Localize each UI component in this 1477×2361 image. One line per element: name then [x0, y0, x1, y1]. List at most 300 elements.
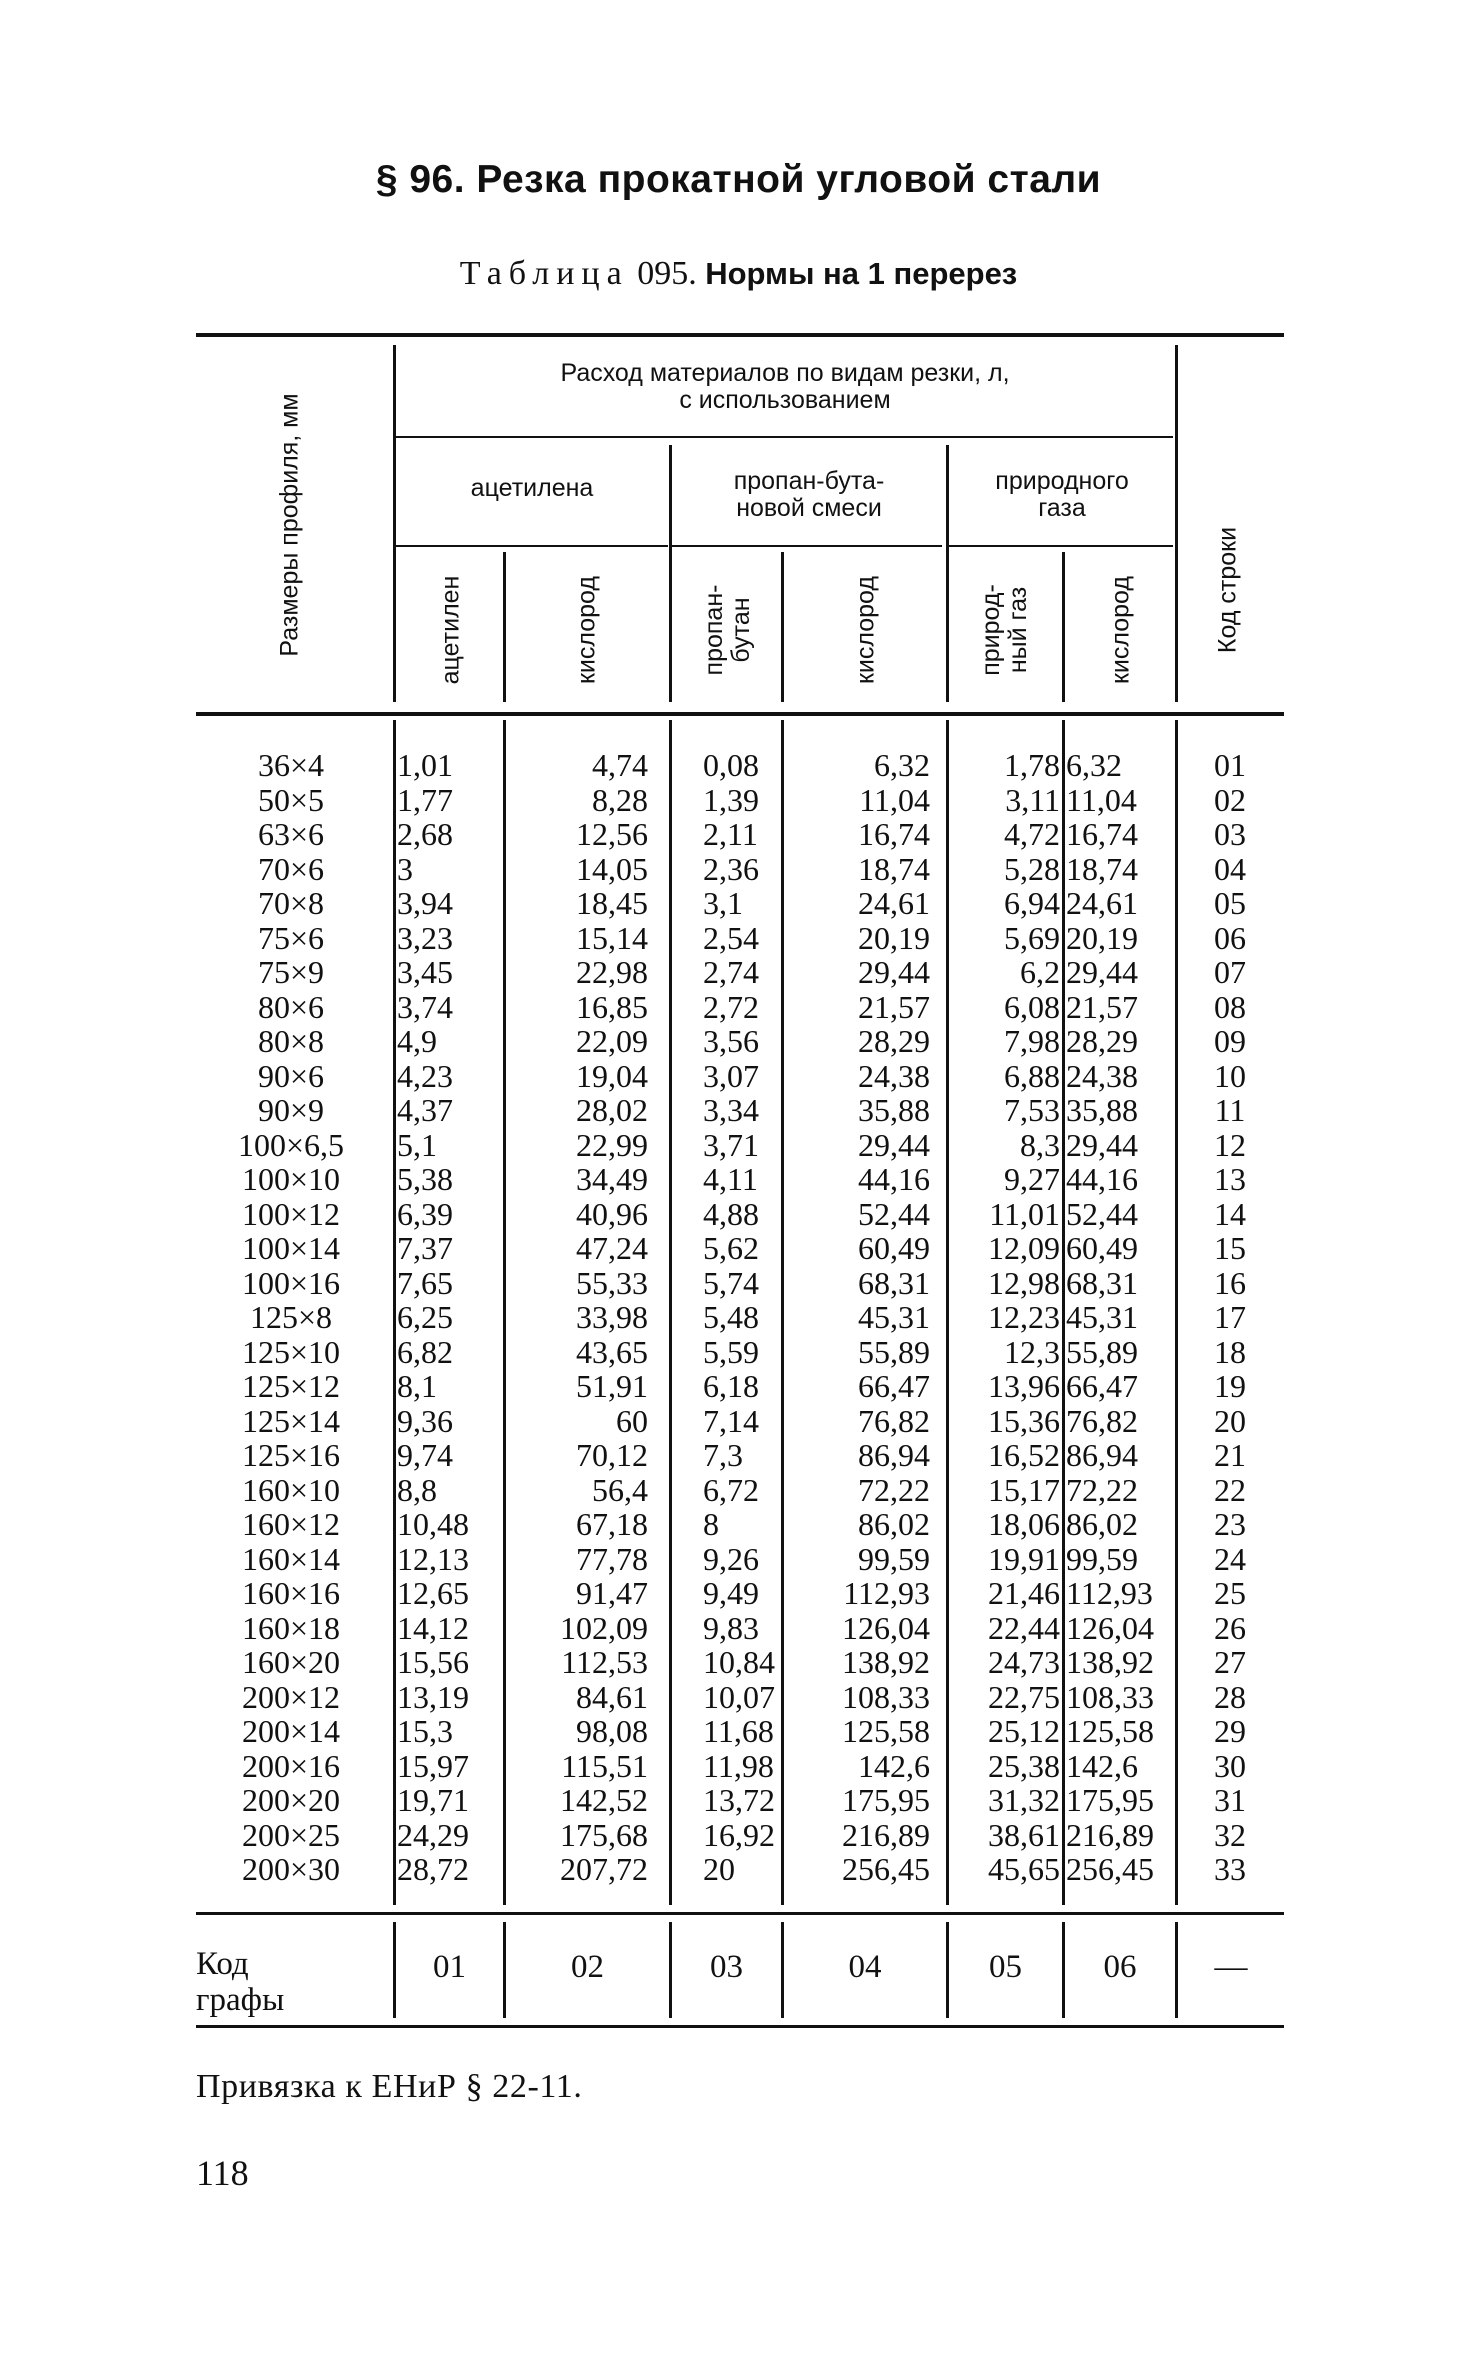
table-cell: 86,02	[1066, 1506, 1138, 1542]
table-cell: 38,61	[988, 1816, 1060, 1853]
table-cell: 28,72	[397, 1851, 469, 1887]
table-cell: 7,98	[1004, 1023, 1060, 1059]
table-cell: 86,02	[858, 1506, 930, 1542]
table-cell: 03	[1214, 816, 1246, 852]
table-cell: 7,3	[703, 1437, 743, 1473]
table-cell: 13,19	[397, 1678, 469, 1715]
col-divider-6	[1062, 552, 1065, 702]
table-cell: 2,68	[397, 816, 453, 852]
table-cell: 112,93	[1066, 1575, 1153, 1611]
table-cell: 55,89	[1066, 1333, 1138, 1370]
table-cell: 6,32	[1066, 747, 1122, 783]
table-cell: 6,82	[397, 1333, 453, 1370]
table-caption	[0, 255, 1477, 293]
table-cell: 70,12	[576, 1437, 648, 1473]
table-cell: 19	[1214, 1368, 1246, 1404]
table-cell: 12,98	[988, 1264, 1060, 1301]
table-cell: 90×6	[257, 1057, 325, 1094]
table-cell: 216,89	[842, 1816, 930, 1853]
table-cell: 16	[1214, 1264, 1246, 1301]
table-cell: 4,88	[703, 1195, 759, 1232]
table-cell: 24,61	[858, 885, 930, 921]
table-cell: 142,6	[858, 1747, 930, 1784]
table-cell: 33,98	[576, 1299, 648, 1335]
col-divider-7	[1175, 345, 1178, 702]
table-cell: 12,3	[1004, 1333, 1060, 1370]
table-cell: 200×25	[241, 1816, 341, 1853]
subheader-acetylene: ацетилен	[436, 575, 465, 685]
footer-code-04: 04	[848, 1949, 882, 1985]
table-cell: 70×6	[257, 850, 325, 887]
column-acetylene	[397, 748, 499, 1887]
table-cell: 142,52	[560, 1782, 648, 1818]
table-cell: 1,39	[703, 781, 759, 818]
table-cell: 6,94	[1004, 885, 1060, 921]
table-cell: 20,19	[858, 919, 930, 956]
table-cell: 160×10	[241, 1471, 341, 1508]
table-cell: 06	[1214, 919, 1246, 956]
table-cell: 47,24	[576, 1230, 648, 1266]
table-cell: 1,77	[397, 781, 453, 818]
table-cell: 14,12	[397, 1609, 469, 1646]
table-cell: 115,51	[561, 1747, 648, 1784]
table-cell: 72,22	[858, 1471, 930, 1508]
table-cell: 72,22	[1066, 1471, 1138, 1508]
table-cell: 68,31	[858, 1264, 930, 1301]
table-cell: 9,27	[1004, 1161, 1060, 1197]
table-cell: 3	[397, 850, 413, 887]
table-cell: 6,08	[1004, 988, 1060, 1025]
table-cell: 175,95	[842, 1782, 930, 1818]
table-cell: 75×9	[257, 954, 325, 990]
table-cell: 22,99	[576, 1126, 648, 1163]
table-caption-label: Таблица	[459, 255, 629, 292]
table-cell: 51,91	[576, 1368, 648, 1404]
table-cell: 11,98	[703, 1747, 774, 1784]
table-cell: 29,44	[858, 954, 930, 990]
table-cell: 11,68	[703, 1713, 774, 1749]
table-cell: 14,05	[576, 850, 648, 887]
table-cell: 10,84	[703, 1644, 775, 1680]
table-cell: 32	[1214, 1816, 1246, 1853]
table-cell: 35,88	[1066, 1092, 1138, 1128]
table-cell: 125,58	[842, 1713, 930, 1749]
column-size	[196, 748, 386, 1887]
table-cell: 17	[1214, 1299, 1246, 1335]
table-cell: 7,14	[703, 1402, 759, 1439]
table-cell: 9,36	[397, 1402, 453, 1439]
table-caption-number: 095.	[637, 255, 697, 292]
table-bottom-rule	[196, 2025, 1284, 2028]
table-cell: 5,62	[703, 1230, 759, 1266]
table-cell: 07	[1214, 954, 1246, 990]
table-cell: 6,25	[397, 1299, 453, 1335]
table-cell: 24,38	[858, 1057, 930, 1094]
table-cell: 125×16	[241, 1437, 341, 1473]
table-cell: 86,94	[1066, 1437, 1138, 1473]
table-cell: 20,19	[1066, 919, 1138, 956]
table-cell: 22	[1214, 1471, 1246, 1508]
header-row-code: Код строки	[1213, 526, 1242, 654]
reference-note: Привязка к ЕНиР § 22-11.	[196, 2068, 583, 2105]
table-cell: 15,17	[988, 1471, 1060, 1508]
table-cell: 6,18	[703, 1368, 759, 1404]
natural-header-rule	[949, 545, 1173, 547]
body-divider-3	[669, 720, 672, 1905]
table-cell: 19,04	[576, 1057, 648, 1094]
table-cell: 70×8	[257, 885, 325, 921]
table-cell: 22,44	[988, 1609, 1060, 1646]
table-caption-name: Нормы на 1 перерез	[705, 256, 1018, 291]
col-divider-4	[781, 552, 784, 702]
table-cell: 24,29	[397, 1816, 469, 1853]
table-cell: 3,34	[703, 1092, 759, 1128]
table-cell: 22,75	[988, 1678, 1060, 1715]
table-cell: 29,44	[1066, 1126, 1138, 1163]
table-cell: 12,65	[397, 1575, 469, 1611]
table-cell: 100×12	[241, 1195, 341, 1232]
table-cell: 28,02	[576, 1092, 648, 1128]
table-cell: 126,04	[842, 1609, 930, 1646]
table-cell: 4,37	[397, 1092, 453, 1128]
header-propane-line2: новой смеси	[736, 494, 882, 522]
table-cell: 60	[616, 1402, 648, 1439]
header-group-line2: с использованием	[679, 386, 891, 414]
table-cell: 22,09	[576, 1023, 648, 1059]
page-number: 118	[196, 2153, 249, 2193]
table-cell: 12	[1214, 1126, 1246, 1163]
table-cell: 31,32	[988, 1782, 1060, 1818]
table-cell: 45,31	[858, 1299, 930, 1335]
table-cell: 10,48	[397, 1506, 469, 1542]
table-cell: 22,98	[576, 954, 648, 990]
table-cell: 138,92	[1066, 1644, 1154, 1680]
header-group-line1: Расход материалов по видам резки, л,	[560, 359, 1010, 387]
table-cell: 5,69	[1004, 919, 1060, 956]
body-divider-6	[1062, 720, 1065, 1905]
table-cell: 8,3	[1020, 1126, 1060, 1163]
table-cell: 4,23	[397, 1057, 453, 1094]
table-cell: 5,74	[703, 1264, 759, 1301]
table-cell: 21,57	[1066, 988, 1138, 1025]
table-cell: 8,28	[592, 781, 648, 818]
table-cell: 35,88	[858, 1092, 930, 1128]
table-cell: 207,72	[560, 1851, 648, 1887]
table-cell: 200×20	[241, 1782, 341, 1818]
column-oxygen-natural	[1066, 748, 1174, 1887]
subheader-natural	[978, 584, 1032, 676]
table-cell: 29,44	[858, 1126, 930, 1163]
table-cell: 01	[1214, 747, 1246, 783]
table-cell: 200×30	[241, 1851, 341, 1887]
table-cell: 02	[1214, 781, 1246, 818]
header-natural-line1: природного	[995, 467, 1129, 495]
table-cell: 8,8	[397, 1471, 437, 1508]
table-cell: 63×6	[257, 816, 325, 852]
table-cell: 200×16	[241, 1747, 341, 1784]
table-cell: 36×4	[257, 747, 325, 783]
table-cell: 216,89	[1066, 1816, 1154, 1853]
acetylene-header-rule	[395, 545, 668, 547]
table-cell: 3,23	[397, 919, 453, 956]
table-cell: 8	[703, 1506, 719, 1542]
table-cell: 15	[1214, 1230, 1246, 1266]
table-cell: 5,48	[703, 1299, 759, 1335]
table-cell: 55,89	[858, 1333, 930, 1370]
table-cell: 7,65	[397, 1264, 453, 1301]
table-cell: 138,92	[842, 1644, 930, 1680]
table-cell: 44,16	[1066, 1161, 1138, 1197]
table-cell: 2,72	[703, 988, 759, 1025]
body-divider-7	[1175, 720, 1178, 1905]
table-cell: 4,9	[397, 1023, 437, 1059]
table-cell: 5,1	[397, 1126, 437, 1163]
table-cell: 20	[1214, 1402, 1246, 1439]
header-acetylene: ацетилена	[470, 474, 594, 502]
footer-code-03: 03	[710, 1949, 743, 1985]
table-cell: 125×8	[249, 1299, 333, 1335]
table-cell: 25,12	[988, 1713, 1060, 1749]
table-cell: 60,49	[858, 1230, 930, 1266]
table-cell: 16,74	[858, 816, 930, 852]
table-cell: 112,53	[561, 1644, 648, 1680]
table-cell: 23	[1214, 1506, 1246, 1542]
table-cell: 98,08	[576, 1713, 648, 1749]
table-cell: 2,54	[703, 919, 759, 956]
subheader-oxygen-1: кислород	[572, 575, 601, 685]
table-cell: 3,94	[397, 885, 453, 921]
table-cell: 160×12	[241, 1506, 341, 1542]
table-cell: 125×14	[241, 1402, 341, 1439]
table-cell: 13,96	[988, 1368, 1060, 1404]
table-cell: 24,73	[988, 1644, 1060, 1680]
footer-code-05: 05	[989, 1949, 1022, 1985]
table-cell: 5,28	[1004, 850, 1060, 887]
table-cell: 6,72	[703, 1471, 759, 1508]
table-cell: 108,33	[1066, 1678, 1154, 1715]
table-cell: 34,49	[576, 1161, 648, 1197]
table-body-bottom-rule	[196, 1912, 1284, 1915]
table-cell: 4,74	[592, 747, 648, 783]
table-cell: 28,29	[858, 1023, 930, 1059]
table-cell: 3,71	[703, 1126, 759, 1163]
table-cell: 60,49	[1066, 1230, 1138, 1266]
subheader-natural-line1: природ-	[977, 584, 1005, 676]
table-cell: 15,14	[576, 919, 648, 956]
table-cell: 7,53	[1004, 1092, 1060, 1128]
table-cell: 13,72	[703, 1782, 775, 1818]
table-cell: 18	[1214, 1333, 1246, 1370]
table-cell: 66,47	[858, 1368, 930, 1404]
table-cell: 52,44	[1066, 1195, 1138, 1232]
table-cell: 100×10	[241, 1161, 341, 1197]
table-cell: 68,31	[1066, 1264, 1138, 1301]
table-cell: 160×20	[241, 1644, 341, 1680]
footer-label	[196, 1946, 356, 2018]
table-cell: 2,36	[703, 850, 759, 887]
section-title: § 96. Резка прокатной угловой стали	[375, 158, 1102, 201]
header-natural-line2: газа	[1038, 494, 1086, 522]
table-cell: 99,59	[858, 1540, 930, 1577]
subheader-natural-line2: ный газ	[1004, 586, 1032, 674]
table-cell: 18,74	[1066, 850, 1138, 887]
table-cell: 29,44	[1066, 954, 1138, 990]
table-cell: 05	[1214, 885, 1246, 921]
table-cell: 160×16	[241, 1575, 341, 1611]
table-cell: 10,07	[703, 1678, 775, 1715]
table-cell: 13	[1214, 1161, 1246, 1197]
table-cell: 200×14	[241, 1713, 341, 1749]
footer-code-02: 02	[571, 1949, 604, 1985]
column-row-code	[1182, 748, 1278, 1887]
footer-label-line1: Код	[196, 1946, 249, 1982]
table-cell: 25	[1214, 1575, 1246, 1611]
table-cell: 6,39	[397, 1195, 453, 1232]
table-cell: 43,65	[576, 1333, 648, 1370]
table-cell: 9,83	[703, 1609, 759, 1646]
table-cell: 16,74	[1066, 816, 1138, 852]
table-cell: 19,91	[988, 1540, 1060, 1577]
footer-dash: —	[1214, 1949, 1248, 1985]
table-cell: 18,06	[988, 1506, 1060, 1542]
table-cell: 160×14	[241, 1540, 341, 1577]
table-cell: 125×10	[241, 1333, 341, 1370]
table-cell: 29	[1214, 1713, 1246, 1749]
header-group	[400, 360, 1170, 414]
table-cell: 04	[1214, 850, 1246, 887]
body-divider-5	[946, 720, 949, 1905]
table-cell: 15,56	[397, 1644, 469, 1680]
table-cell: 4,72	[1004, 816, 1060, 852]
table-cell: 56,4	[592, 1471, 648, 1508]
table-cell: 11,04	[859, 781, 930, 818]
table-cell: 125×12	[241, 1368, 341, 1404]
table-cell: 45,65	[988, 1851, 1060, 1887]
table-cell: 77,78	[576, 1540, 648, 1577]
table-cell: 21,46	[988, 1575, 1060, 1611]
subheader-propane-line2: бутан	[727, 597, 755, 663]
table-cell: 100×6,5	[237, 1126, 345, 1163]
body-divider-1	[393, 720, 396, 1905]
subheader-oxygen-3: кислород	[1106, 575, 1135, 685]
table-cell: 28,29	[1066, 1023, 1138, 1059]
table-cell: 66,47	[1066, 1368, 1138, 1404]
table-cell: 09	[1214, 1023, 1246, 1059]
table-cell: 80×6	[257, 988, 325, 1025]
table-cell: 16,92	[703, 1816, 775, 1853]
table-cell: 76,82	[858, 1402, 930, 1439]
table-cell: 90×9	[257, 1092, 325, 1128]
table-cell: 26	[1214, 1609, 1246, 1646]
table-cell: 18,45	[576, 885, 648, 921]
table-cell: 16,52	[988, 1437, 1060, 1473]
table-cell: 11	[1214, 1092, 1246, 1128]
subheader-oxygen-2: кислород	[851, 575, 880, 685]
table-cell: 55,33	[576, 1264, 648, 1301]
header-propane	[674, 468, 944, 522]
table-cell: 52,44	[858, 1195, 930, 1232]
subheader-propane-line1: пропан-	[700, 584, 728, 676]
table-cell: 142,6	[1066, 1747, 1138, 1784]
table-cell: 175,95	[1066, 1782, 1154, 1818]
table-cell: 99,59	[1066, 1540, 1138, 1577]
table-cell: 19,71	[397, 1782, 469, 1818]
table-cell: 40,96	[576, 1195, 648, 1232]
table-cell: 102,09	[560, 1609, 648, 1646]
table-cell: 12,23	[988, 1299, 1060, 1335]
table-cell: 24,61	[1066, 885, 1138, 921]
table-cell: 80×8	[257, 1023, 325, 1059]
table-cell: 11,01	[989, 1195, 1060, 1232]
table-cell: 08	[1214, 988, 1246, 1025]
table-cell: 12,56	[576, 816, 648, 852]
table-cell: 91,47	[576, 1575, 648, 1611]
table-cell: 7,37	[397, 1230, 453, 1266]
table-cell: 75×6	[257, 919, 325, 956]
table-cell: 12,09	[988, 1230, 1060, 1266]
table-cell: 12,13	[397, 1540, 469, 1577]
table-cell: 33	[1214, 1851, 1246, 1887]
table-cell: 24	[1214, 1540, 1246, 1577]
table-cell: 108,33	[842, 1678, 930, 1715]
table-header-rule	[196, 712, 1284, 716]
table-cell: 21,57	[858, 988, 930, 1025]
table-cell: 200×12	[241, 1678, 341, 1715]
header-propane-line1: пропан-бута-	[733, 467, 885, 495]
table-cell: 28	[1214, 1678, 1246, 1715]
column-oxygen-acetylene	[540, 748, 648, 1887]
table-cell: 14	[1214, 1195, 1246, 1232]
table-cell: 6,2	[1020, 954, 1060, 990]
table-cell: 126,04	[1066, 1609, 1154, 1646]
table-cell: 8,1	[397, 1368, 437, 1404]
table-cell: 18,74	[858, 850, 930, 887]
col-divider-1	[393, 345, 396, 702]
table-cell: 44,16	[858, 1161, 930, 1197]
table-cell: 25,38	[988, 1747, 1060, 1784]
table-cell: 2,74	[703, 954, 759, 990]
table-top-rule	[196, 333, 1284, 337]
table-cell: 67,18	[576, 1506, 648, 1542]
subheader-propane	[701, 585, 755, 676]
table-cell: 6,88	[1004, 1057, 1060, 1094]
table-cell: 76,82	[1066, 1402, 1138, 1439]
table-cell: 4,11	[703, 1161, 758, 1197]
table-cell: 112,93	[843, 1575, 930, 1611]
table-cell: 5,59	[703, 1333, 759, 1370]
table-cell: 86,94	[858, 1437, 930, 1473]
table-cell: 5,38	[397, 1161, 453, 1197]
table-cell: 1,78	[1004, 747, 1060, 783]
table-cell: 9,26	[703, 1540, 759, 1577]
table-cell: 3,56	[703, 1023, 759, 1059]
body-divider-4	[781, 720, 784, 1905]
table-cell: 10	[1214, 1057, 1246, 1094]
table-cell: 3,11	[1005, 781, 1060, 818]
col-divider-3	[669, 445, 672, 702]
table-cell: 45,31	[1066, 1299, 1138, 1335]
col-divider-2	[503, 552, 506, 702]
group-header-rule	[395, 436, 1173, 438]
table-cell: 3,74	[397, 988, 453, 1025]
table-cell: 1,01	[397, 747, 453, 783]
table-cell: 30	[1214, 1747, 1246, 1784]
table-cell: 24,38	[1066, 1057, 1138, 1094]
table-cell: 3,45	[397, 954, 453, 990]
table-cell: 11,04	[1066, 781, 1137, 818]
table-cell: 27	[1214, 1644, 1246, 1680]
col-divider-5	[946, 445, 949, 702]
